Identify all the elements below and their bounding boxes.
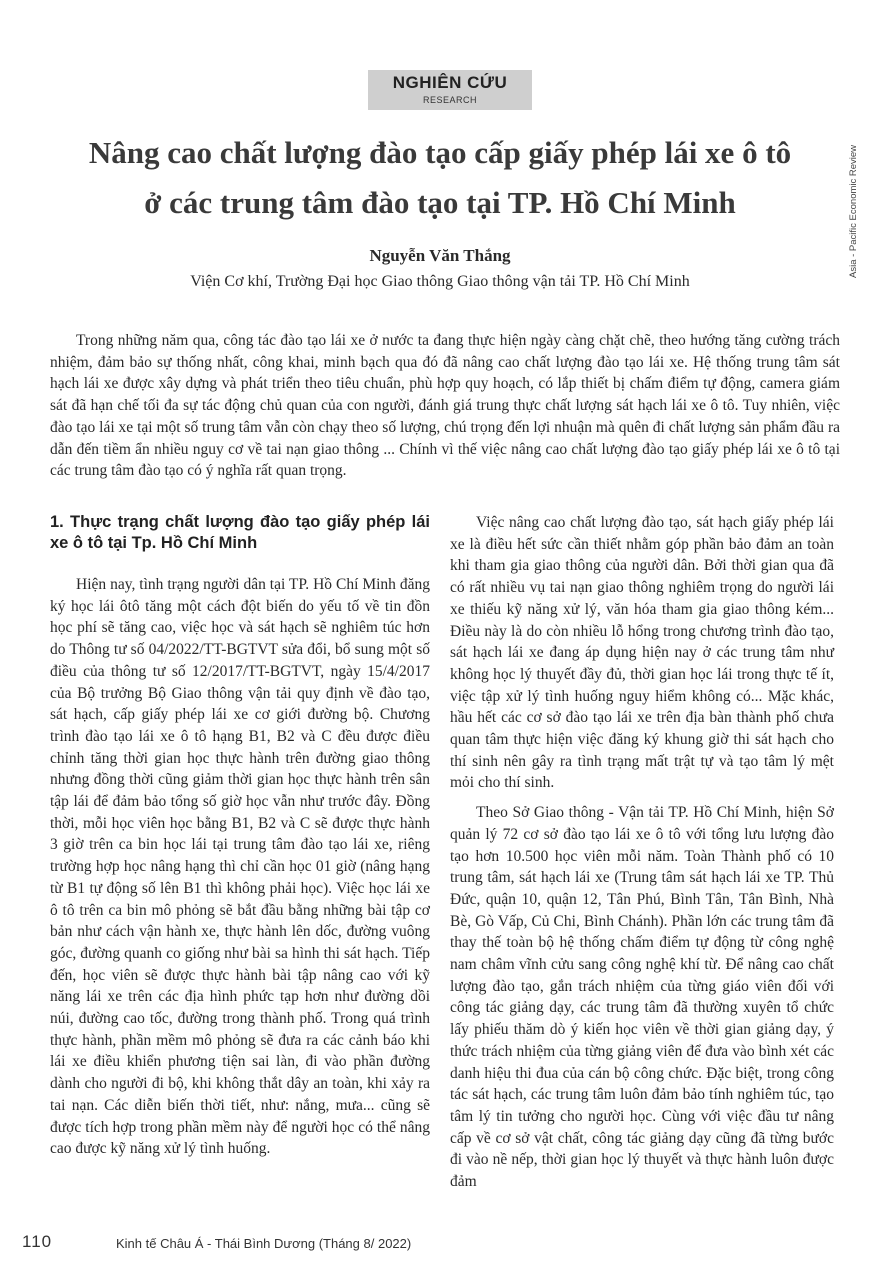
page-number: 110 <box>22 1232 53 1251</box>
author-affiliation: Viện Cơ khí, Trường Đại học Giao thông Giao thông vận tải TP. Hồ Chí Minh <box>190 273 690 290</box>
journal-side-label <box>848 108 862 278</box>
section-subtitle: RESEARCH <box>422 95 477 105</box>
title-line-1: Nâng cao chất lượng đào tạo cấp giấy phép lái xe ô tô <box>88 135 792 170</box>
abstract: Trong những năm qua, công tác đào tạo lái xe ở nước ta đang thực hiện ngày càng chặt chẽ, theo hướng tăng cường trách nhiệm, đảm bảo sự thống nhất, công khai, minh bạch qua đó đã nâng cao chất lượng đào tạo lái xe. Hệ thống trung tâm sát hạch lái xe được xây dựng và phát triển theo tiêu chuẩn, phù hợp quy hoạch, có lắp thiết bị chấm điểm tự động, camera giám sát đã hạn chế tối đa sự tác động chủ quan của con người, đánh giá trung thực chất lượng sát hạch lái xe ô tô. Tuy nhiên, việc đào tạo lái xe tại một số trung tâm vẫn còn chạy theo số lượng, chú trọng đến lợi nhuận mà quên đi chất lượng sản phẩm đầu ra dẫn đến tiềm ẩn nhiều nguy cơ về tai nạn giao thông ... Chính vì thế việc nâng cao chất lượng đào tạo giấy phép lái xe ô tô tại các trung tâm đào tạo có ý nghĩa rất quan trọng. <box>50 332 840 480</box>
section-title: NGHIÊN CỨU <box>392 73 508 92</box>
section-heading: 1. Thực trạng chất lượng đào tạo giấy phép lái xe ô tô tại Tp. Hồ Chí Minh <box>50 513 430 552</box>
article-title <box>40 128 840 228</box>
body-paragraph: Việc nâng cao chất lượng đào tạo, sát hạch giấy phép lái xe là điều hết sức cần thiết nhằm góp phần bảo đảm an toàn khi tham gia giao thông của người dân. Bởi thời gian qua đã có rất nhiều vụ tai nạn giao thông nghiêm trọng do người lái xe thiếu kỹ năng xử lý, văn hóa tham gia giao thông kém... Điều này là do còn nhiều lỗ hổng trong chương trình đào tạo, sát hạch lái xe đang áp dụng hiện nay ở các trung tâm như không học lý thuyết đầy đủ, thời gian học lái trong thực tế ít, việc tập xử lý tình huống nguy hiểm không có... Mặc khác, hầu hết các cơ sở đào tạo lái xe trên địa bàn thành phố chưa quan tâm thực hiện việc đăng ký khung giờ thi sát hạch cho thí sinh nên gây ra tình trạng mất trật tự và tạo tâm lý mệt mỏi cho thí sinh. <box>450 514 834 792</box>
title-line-2: ở các trung tâm đào tạo tại TP. Hồ Chí Minh <box>144 185 736 220</box>
section-label <box>368 70 532 110</box>
journal-footer: Kinh tế Châu Á - Thái Bình Dương (Tháng 8/ 2022) <box>116 1236 412 1251</box>
author-name: Nguyễn Văn Thắng <box>369 246 511 265</box>
body-paragraph: Theo Sở Giao thông - Vận tải TP. Hồ Chí Minh, hiện Sở quản lý 72 cơ sở đào tạo lái xe ô tô với tổng lưu lượng đào tạo hơn 10.500 học viên mỗi năm. Toàn Thành phố có 10 trung tâm, sát hạch lái xe (Trung tâm sát hạch lái xe TP. Thủ Đức, quận 10, quận 12, Tân Phú, Bình Tân, Tân Bình, Nhà Bè, Gò Vấp, Củ Chi, Bình Chánh). Phần lớn các trung tâm đã thay thế toàn bộ hệ thống chấm điểm tự động từ công nghệ nam châm vĩnh cửu sang công nghệ khí từ. Để nâng cao chất lượng đào tạo, gắn trách nhiệm của từng giáo viên đối với công tác giảng dạy, các trung tâm đã thường xuyên tổ chức lấy phiếu thăm dò ý kiến học viên về thời gian giảng dạy, ý thức trách nhiệm của từng giảng viên để đưa vào bình xét các danh hiệu thi đua của cán bộ công chức. Đặc biệt, trong công tác sát hạch, các trung tâm luôn đảm bảo tính nghiêm túc, tạo tâm lý tin tưởng cho người học. Cùng với việc đầu tư nâng cấp về cơ sở vật chất, công tác giảng dạy cũng đã từng bước đi vào nề nếp, thời gian học lý thuyết và thực hành luôn được đảm <box>450 804 834 1191</box>
journal-side-label-text: Asia - Pacific Economic Review <box>848 144 859 278</box>
body-paragraph: Hiện nay, tình trạng người dân tại TP. Hồ Chí Minh đăng ký học lái ôtô tăng một cách đột biến do yếu tố về tin đồn học phí sẽ tăng cao, việc học và sát hạch sẽ nghiêm túc hơn do Thông tư số 04/2022/TT-BGTVT sửa đổi, bổ sung một số điều của thông tư số 12/2017/TT-BGTVT, ngày 15/4/2017 của Bộ trưởng Bộ Giao thông vận tải quy định về đào tạo, sát hạch, cấp giấy phép lái xe cơ giới đường bộ. Chương trình đào tạo lái xe ô tô hạng B1, B2 và C đều được điều chỉnh tăng thời gian học thực hành trên đường giao thông nhưng đồng thời cũng giảm thời gian học thực hành trên sân tập lái để đảm bảo tổng số giờ học vẫn như trước đây. Đồng thời, mỗi học viên học bằng B1, B2 và C sẽ được thực hành 3 giờ trên ca bin học lái tại trung tâm đào tạo lái xe, riêng trường hợp học nâng hạng thì chỉ cần học 01 giờ (nâng hạng từ B1 tự động số lên B1 thì không phải học). Việc học lái xe ô tô trên ca bin mô phỏng sẽ bắt đầu bằng những bài tập cơ bản như cách vận hành xe, thực hành lên dốc, đường vuông góc, đường quanh co giống như bài sa hình thi sát hạch. Tiếp đến, học viên sẽ được thực hành bài tập nâng cao với kỹ năng lái xe trên các địa hình phức tạp hơn như đường dồi núi, đường cao tốc, đường trong thành phố. Trong quá trình thực hành, phần mềm mô phỏng sẽ đưa ra các cảnh báo khi lái xe điều khiển phương tiện sai làn, đi vào phần đường dành cho người đi bộ, khi không thắt dây an toàn, khi xảy ra tai nạn. Các diễn biến thời tiết, như: nắng, mưa... cũng sẽ được tích hợp trong phần mềm này để người học có thể nâng cao được kỹ năng xử lý tình huống. <box>50 576 430 1158</box>
left-column <box>50 512 430 1160</box>
right-column <box>450 512 834 1193</box>
